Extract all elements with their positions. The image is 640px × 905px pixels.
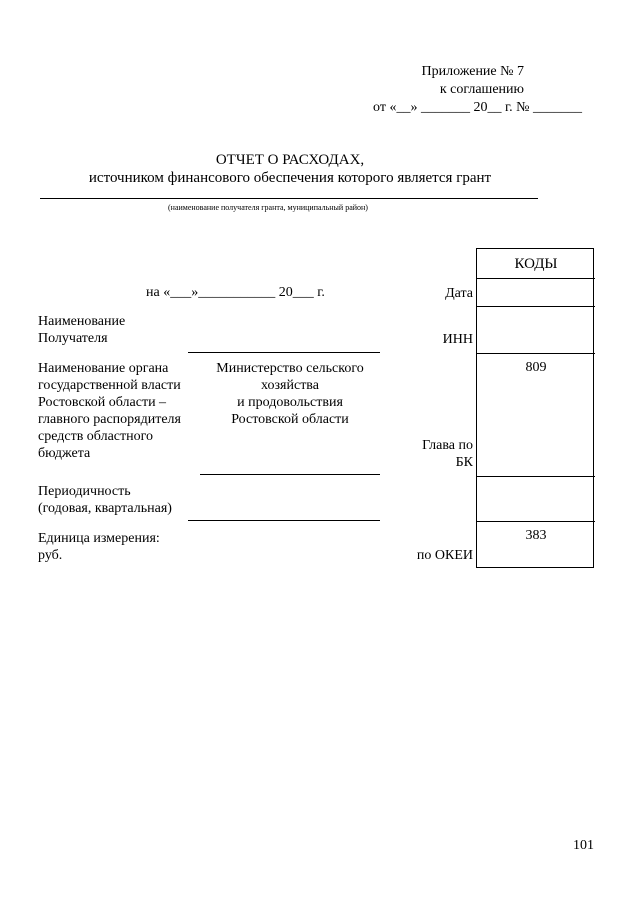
period-label-2: (годовая, квартальная) — [38, 501, 172, 516]
organ-value-3: и продовольствия — [237, 395, 343, 410]
period-field-line — [188, 520, 380, 521]
unit-label-1: Единица измерения: — [38, 531, 160, 546]
recipient-label-1: Наименование — [38, 314, 126, 329]
recipient-field-line — [188, 352, 380, 353]
organ-label-2: государственной власти — [38, 378, 181, 393]
recipient-name-line — [40, 198, 538, 199]
okei-code-value: 383 — [525, 528, 547, 543]
report-date-line: на «___»___________ 20___ г. — [146, 285, 325, 300]
organ-label-5: средств областного — [38, 429, 154, 444]
inn-label: ИНН — [442, 332, 473, 347]
page-number: 101 — [573, 838, 594, 853]
annex-line-1: Приложение № 7 — [421, 64, 524, 79]
codes-table — [476, 248, 594, 568]
unit-label-2: руб. — [38, 548, 63, 563]
code-okei-cell — [477, 522, 595, 568]
organ-value-1: Министерство сельского — [216, 361, 364, 376]
organ-value-4: Ростовской области — [231, 412, 349, 427]
code-inn-cell — [477, 307, 595, 354]
organ-label-4: главного распорядителя — [38, 412, 181, 427]
codes-header: КОДЫ — [477, 249, 595, 279]
bk-label-1: Глава по — [422, 438, 473, 453]
recipient-name-hint: (наименование получателя гранта, муниципальный район) — [168, 203, 368, 212]
organ-field-line — [200, 474, 380, 475]
report-title: ОТЧЕТ О РАСХОДАХ, — [215, 152, 365, 168]
organ-label-3: Ростовской области – — [38, 395, 167, 410]
annex-line-3: от «__» _______ 20__ г. № _______ — [373, 100, 582, 115]
organ-label-1: Наименование органа — [38, 361, 169, 376]
ministry-code-value: 809 — [525, 360, 547, 375]
period-label-1: Периодичность — [38, 484, 131, 499]
code-date-cell — [477, 279, 595, 307]
annex-line-2: к соглашению — [439, 82, 524, 97]
organ-value-2: хозяйства — [261, 378, 319, 393]
bk-label-2: БК — [455, 455, 473, 470]
recipient-label-2: Получателя — [38, 331, 108, 346]
date-label: Дата — [445, 286, 473, 301]
code-period-cell — [477, 477, 595, 522]
organ-label-6: бюджета — [38, 446, 91, 461]
okei-label: по ОКЕИ — [416, 548, 473, 563]
code-ministry-cell — [477, 354, 595, 477]
report-subtitle: источником финансового обеспечения которого является грант — [88, 170, 492, 186]
